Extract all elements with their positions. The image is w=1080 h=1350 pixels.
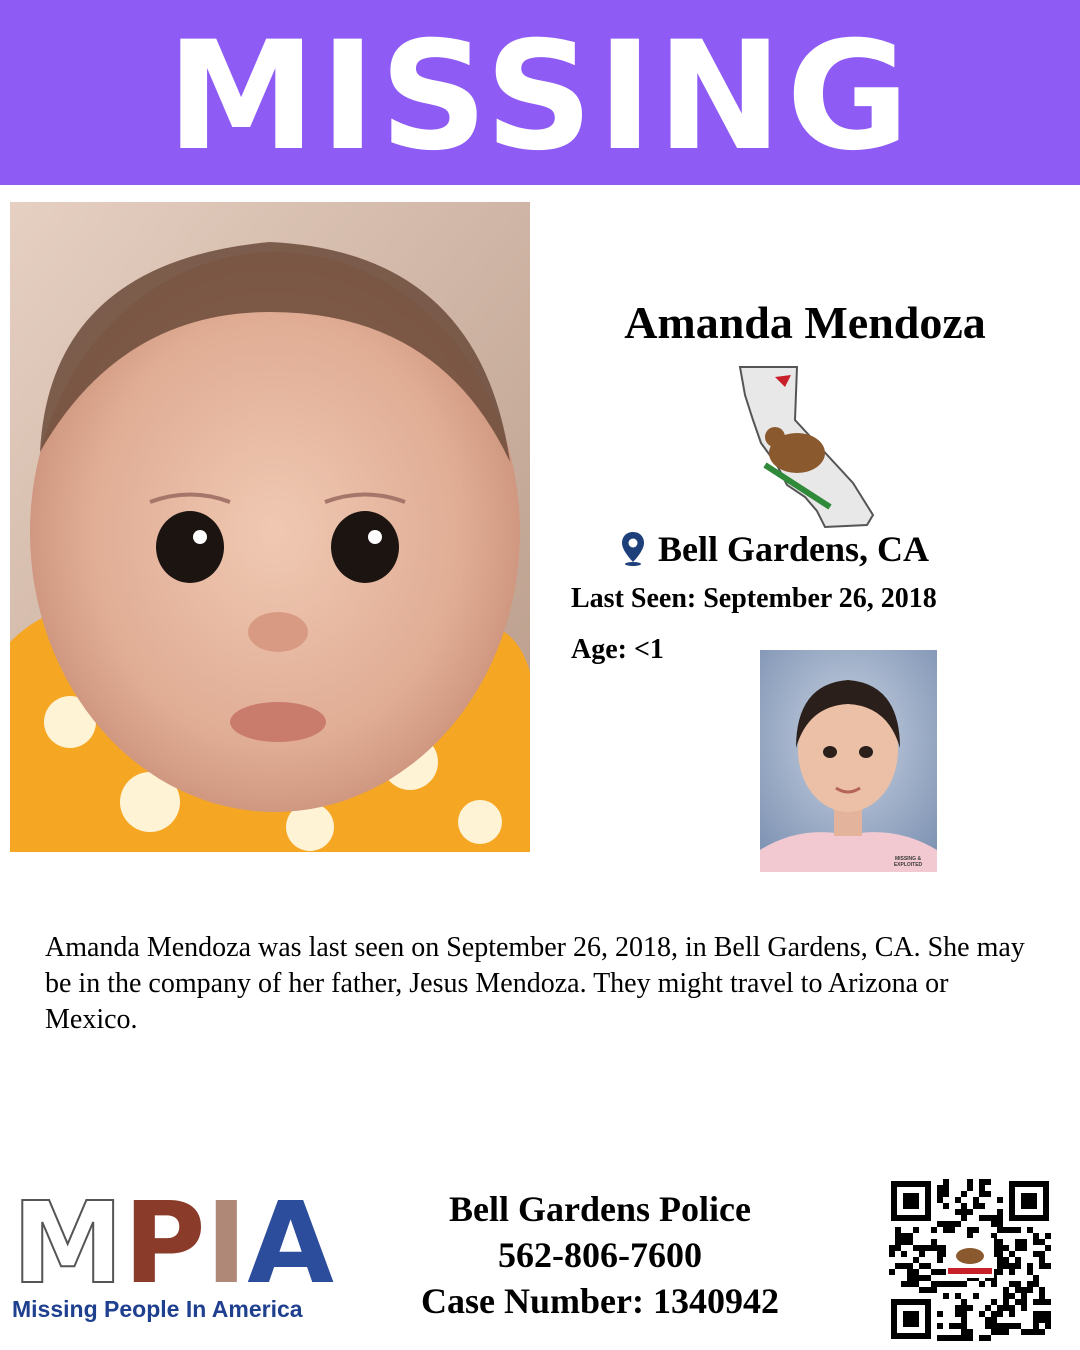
age-progression-photo bbox=[760, 650, 937, 872]
ncmec-logo-text: MISSING & EXPLOITED bbox=[893, 856, 923, 868]
case-number: Case Number: 1340942 bbox=[421, 1281, 779, 1321]
logo-letter-p: P bbox=[123, 1179, 206, 1310]
banner-title: MISSING bbox=[166, 9, 914, 184]
location-text: Bell Gardens, CA bbox=[658, 529, 930, 569]
logo-letter-i: I bbox=[205, 1179, 248, 1310]
logo-letter-a: A bbox=[247, 1179, 334, 1310]
california-map-icon bbox=[735, 365, 880, 530]
missing-person-name: Amanda Mendoza bbox=[624, 297, 986, 348]
qr-code-icon[interactable] bbox=[888, 1178, 1052, 1342]
mpia-logo bbox=[12, 1179, 334, 1331]
child-photo bbox=[10, 202, 530, 852]
last-known-location bbox=[620, 528, 929, 570]
agency-phone[interactable]: 562-806-7600 bbox=[498, 1235, 702, 1275]
last-seen-date: Last Seen: September 26, 2018 bbox=[571, 583, 937, 614]
logo-letter-m: M bbox=[12, 1179, 124, 1310]
logo-tagline: Missing People In America bbox=[12, 1296, 303, 1322]
missing-banner bbox=[0, 0, 1080, 185]
case-description: Amanda Mendoza was last seen on September 26, 2018, in Bell Gardens, CA. She may be in the company of her father, Jesus Mendoza. They might travel to Arizona or Mexico. bbox=[45, 932, 1025, 1035]
agency-name: Bell Gardens Police bbox=[449, 1189, 751, 1229]
age-info: Age: <1 bbox=[571, 634, 664, 665]
contact-info bbox=[380, 1186, 820, 1324]
location-pin-icon bbox=[620, 531, 646, 567]
